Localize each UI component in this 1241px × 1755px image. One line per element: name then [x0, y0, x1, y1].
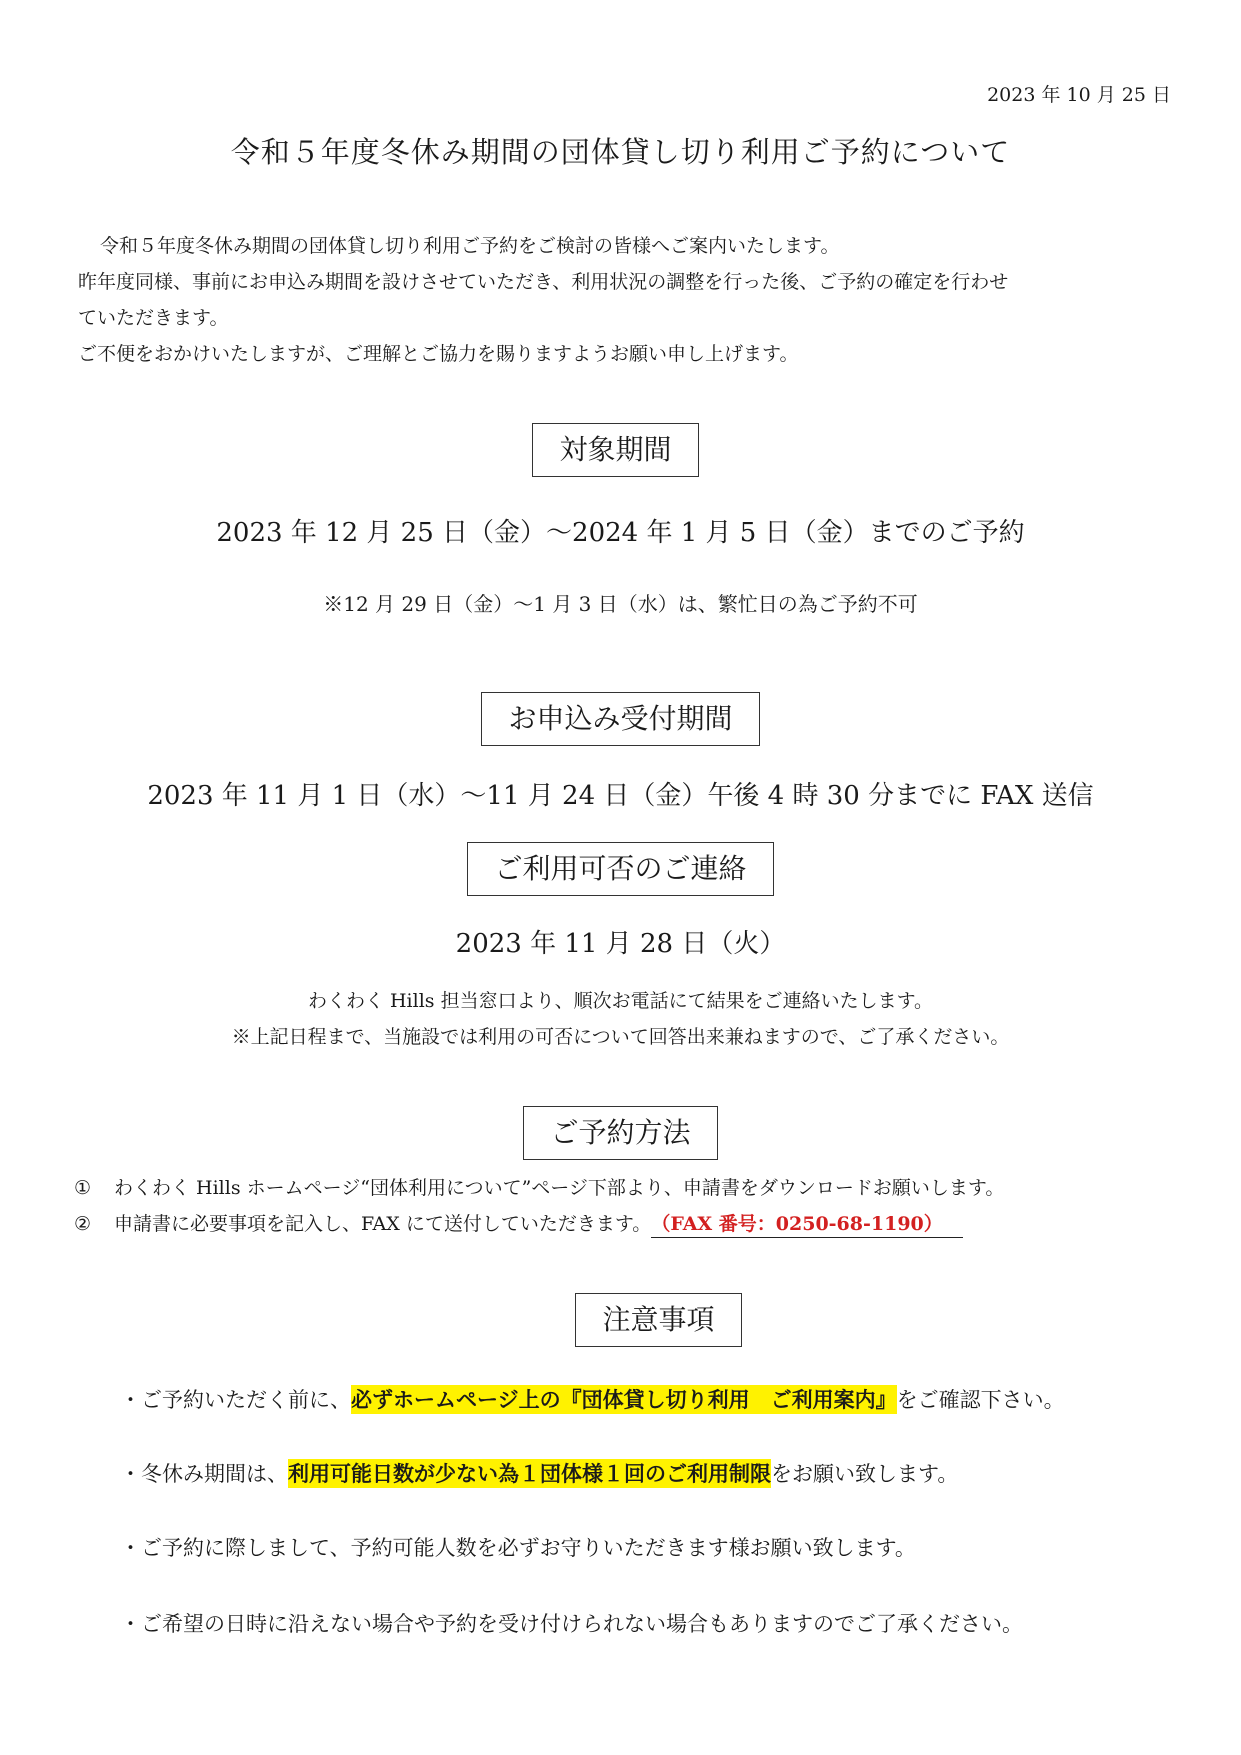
note-text: をお願い致します。	[771, 1462, 959, 1486]
section-heading-notes	[38, 1293, 1241, 1347]
item-number: ②	[74, 1213, 92, 1235]
intro-line: ていただきます。	[78, 307, 229, 329]
contact-line: わくわく Hills 担当窓口より、順次お電話にて結果をご連絡いたします。	[307, 990, 934, 1012]
note-item	[120, 1532, 916, 1562]
list-item	[74, 1170, 1004, 1206]
intro-line: 昨年度同様、事前にお申込み期間を設けさせていただき、利用状況の調整を行った後、ご予約の確定を行わせ	[78, 271, 1009, 293]
intro-line: 令和５年度冬休み期間の団体貸し切り利用ご予約をご検討の皆様へご案内いたします。	[100, 235, 840, 257]
note-text: をご確認下さい。	[896, 1388, 1065, 1412]
intro-line: ご不便をおかけいたしますが、ご理解とご協力を賜りますようお願い申し上げます。	[78, 343, 799, 365]
item-text: 申請書に必要事項を記入し、FAX にて送付していただきます。	[114, 1213, 652, 1235]
note-item	[120, 1458, 958, 1488]
application-range: 2023 年 11 月 1 日（水）〜11 月 24 日（金）午後 4 時 30 分までに FAX 送信	[147, 781, 1094, 811]
note-text: ・ご予約に際しまして、予約可能人数を必ずお守りいただきます様お願い致します。	[120, 1536, 916, 1560]
period-note: ※12 月 29 日（金）〜1 月 3 日（水）は、繁忙日の為ご予約不可	[323, 592, 918, 616]
fax-number-underline	[651, 1211, 962, 1238]
method-list	[74, 1170, 1004, 1242]
heading-box: 注意事項	[575, 1293, 741, 1347]
highlighted-text: 必ずホームページ上の『団体貸し切り利用 ご利用案内』	[351, 1387, 897, 1412]
section-heading-method	[0, 1106, 1241, 1160]
list-item	[74, 1206, 1004, 1242]
section-heading-contact	[0, 842, 1241, 896]
item-text: わくわく Hills ホームページ“団体利用について”ページ下部より、申請書をダウンロードお願いします。	[114, 1177, 1005, 1199]
contact-line: ※上記日程まで、当施設では利用の可否について回答出来兼ねますので、ご了承ください。	[231, 1026, 1010, 1048]
heading-box: 対象期間	[532, 423, 698, 477]
note-item	[120, 1384, 1065, 1414]
section-heading-application	[0, 692, 1241, 746]
note-item	[120, 1608, 1023, 1638]
note-text: ・ご予約いただく前に、	[120, 1388, 351, 1412]
period-range: 2023 年 12 月 25 日（金）〜2024 年 1 月 5 日（金）までのご予約	[216, 518, 1025, 548]
page-title: 令和５年度冬休み期間の団体貸し切り利用ご予約について	[230, 135, 1011, 169]
contact-date: 2023 年 11 月 28 日（火）	[455, 929, 786, 959]
heading-box: お申込み受付期間	[481, 692, 759, 746]
note-text: ・ご希望の日時に沿えない場合や予約を受け付けられない場合もありますのでご了承ください。	[120, 1612, 1023, 1636]
intro-paragraph	[78, 228, 1008, 372]
note-text: ・冬休み期間は、	[120, 1462, 288, 1486]
section-heading-period	[0, 423, 1236, 477]
heading-box: ご利用可否のご連絡	[467, 842, 773, 896]
issue-date: 2023 年 10 月 25 日	[987, 84, 1171, 106]
fax-number: （FAX 番号：0250-68-1190）	[651, 1213, 943, 1235]
item-number: ①	[74, 1177, 92, 1199]
highlighted-text: 利用可能日数が少ない為１団体様１回のご利用制限	[288, 1461, 771, 1486]
heading-box: ご予約方法	[523, 1106, 717, 1160]
